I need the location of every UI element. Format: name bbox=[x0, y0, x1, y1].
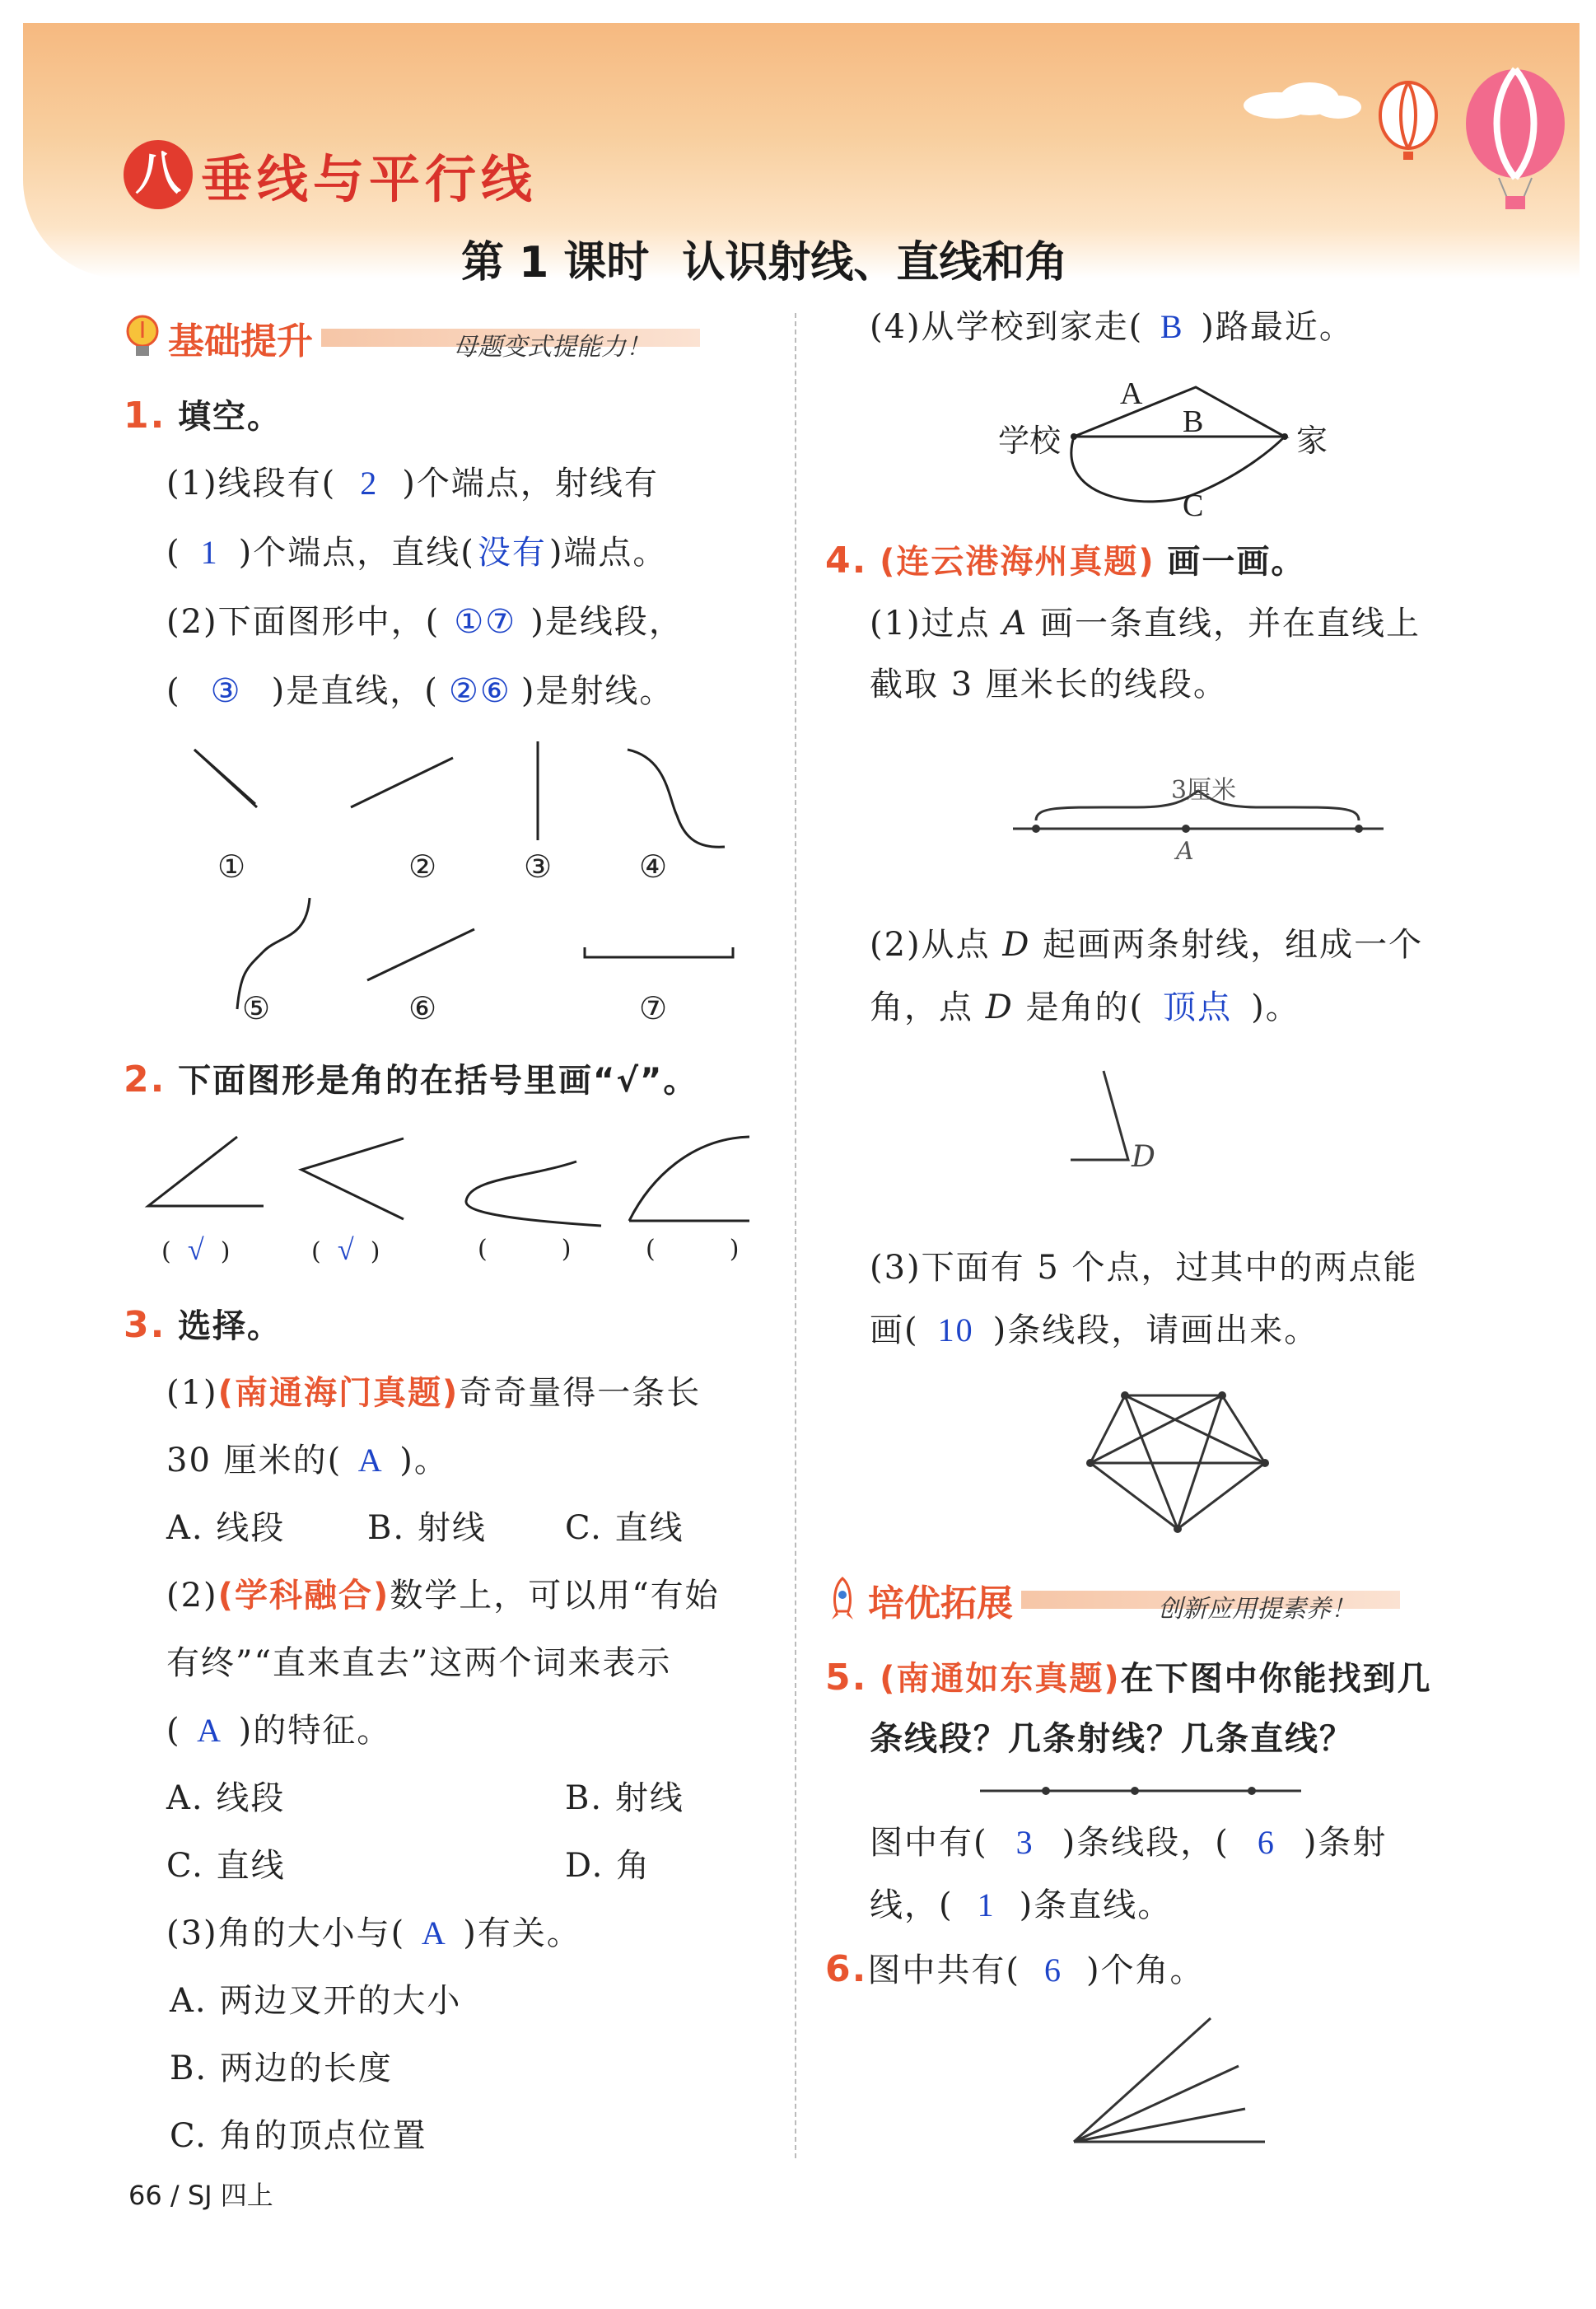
text: (1)线段有( bbox=[166, 465, 337, 502]
source-tag: (南通如东真题) bbox=[880, 1660, 1121, 1698]
q5-answer-line1 bbox=[870, 1821, 1387, 1865]
q3-p3-line1 bbox=[166, 1911, 581, 1956]
q5-figure-line bbox=[980, 1779, 1309, 1804]
q2-heading bbox=[124, 1058, 698, 1103]
figure-label: ⑥ bbox=[408, 990, 437, 1026]
text: ( bbox=[166, 672, 181, 710]
answer: 3 bbox=[1015, 1824, 1034, 1861]
text: )的特征。 bbox=[238, 1712, 392, 1750]
route-label-b: B bbox=[1183, 404, 1204, 439]
text: )是线段， bbox=[530, 603, 684, 641]
route-label-a: A bbox=[1120, 376, 1143, 411]
lesson-number: 第 1 课时 bbox=[461, 238, 650, 287]
q5-title: 在下图中你能找到几 bbox=[1120, 1660, 1432, 1698]
unit-title: 垂线与平行线 bbox=[201, 149, 538, 209]
text: ( bbox=[166, 534, 181, 572]
q3-p1-option-b: B. 射线 bbox=[367, 1509, 487, 1547]
answer: A bbox=[197, 1712, 223, 1749]
text: 图中有( bbox=[870, 1824, 988, 1862]
column-divider bbox=[795, 313, 796, 2158]
text: )路最近。 bbox=[1201, 308, 1354, 346]
route-label-home: 家 bbox=[1296, 423, 1328, 459]
text: 起画两条射线，组成一个 bbox=[1030, 926, 1424, 964]
route-label-c: C bbox=[1183, 488, 1204, 523]
text: 线，( bbox=[870, 1886, 954, 1924]
text: )是直线，( bbox=[271, 672, 439, 710]
text: 奇奇量得一条长 bbox=[459, 1374, 702, 1412]
text: 画( bbox=[870, 1311, 919, 1349]
q3-p4-line1 bbox=[870, 305, 1354, 349]
q4-p3-line1: (3)下面有 5 个点，过其中的两点能 bbox=[870, 1249, 1418, 1287]
text: )。 bbox=[399, 1442, 449, 1479]
answer: ②⑥ bbox=[448, 672, 511, 709]
q3-p2-line3 bbox=[166, 1708, 391, 1753]
q3-p3-option-c: C. 角的顶点位置 bbox=[170, 2117, 427, 2155]
text: )条射 bbox=[1303, 1824, 1388, 1862]
text: 30 厘米的( bbox=[166, 1442, 343, 1479]
lightbulb-icon bbox=[124, 313, 161, 362]
figure-label: ⑦ bbox=[639, 990, 668, 1026]
figure-curve-3 bbox=[466, 1162, 601, 1226]
footer-separator: / bbox=[170, 2180, 180, 2211]
section-advanced-header bbox=[824, 1573, 1466, 1631]
q1-number: 1. bbox=[124, 395, 166, 437]
figure-angle-1 bbox=[148, 1137, 264, 1206]
text: )条线段，请画出来。 bbox=[992, 1311, 1319, 1349]
section-advanced-label: 培优拓展 bbox=[868, 1582, 1013, 1624]
q5-answer-line2 bbox=[870, 1883, 1172, 1928]
text: (2) bbox=[166, 1577, 218, 1615]
figure-label: ④ bbox=[639, 848, 668, 885]
answer: √ bbox=[187, 1233, 204, 1266]
source-tag: (连云港海州真题) bbox=[880, 543, 1155, 581]
q4-heading bbox=[825, 539, 1305, 584]
q5-heading-line2: 条线段？几条射线？几条直线？ bbox=[870, 1720, 1354, 1758]
section-basic-label: 基础提升 bbox=[168, 320, 313, 362]
section-basic-slogan: 母题变式提能力！ bbox=[453, 333, 651, 362]
answer: ①⑦ bbox=[454, 603, 517, 640]
q1-p2-line1 bbox=[166, 600, 684, 644]
point-label: D bbox=[985, 989, 1014, 1026]
answer: 1 bbox=[977, 1886, 996, 1923]
text: (4)从学校到家走( bbox=[870, 308, 1144, 346]
q3-heading bbox=[124, 1303, 282, 1348]
lesson-title bbox=[461, 227, 1067, 289]
text: (3)角的大小与( bbox=[166, 1914, 406, 1952]
q1-title: 填空。 bbox=[178, 398, 282, 436]
q1-p1-line1 bbox=[166, 461, 659, 506]
q3-p1-line1 bbox=[166, 1371, 701, 1415]
q6-figure-angles bbox=[1062, 2002, 1276, 2150]
q3-p2-line2: 有终”“直来直去”这两个词来表示 bbox=[166, 1644, 672, 1682]
text: )条直线。 bbox=[1019, 1886, 1173, 1924]
answer: 没有 bbox=[477, 534, 547, 571]
answer: 6 bbox=[1043, 1951, 1062, 1989]
text: )是射线。 bbox=[520, 672, 674, 710]
text: 数学上，可以用“有始 bbox=[390, 1577, 720, 1615]
q1-p2-line2 bbox=[166, 669, 674, 713]
text: )个端点，射线有 bbox=[402, 465, 659, 502]
text: (1) bbox=[166, 1374, 218, 1412]
rocket-icon bbox=[824, 1575, 861, 1624]
q4-number: 4. bbox=[825, 540, 868, 582]
q1-figure-labels bbox=[165, 725, 758, 1038]
q3-p2-option-b: B. 射线 bbox=[565, 1779, 684, 1817]
text: (2)从点 bbox=[870, 926, 1003, 964]
answer: 1 bbox=[200, 534, 219, 571]
q2-number: 2. bbox=[124, 1059, 166, 1101]
q3-p3-option-b: B. 两边的长度 bbox=[170, 2050, 393, 2087]
cloud-icon bbox=[1235, 74, 1367, 124]
q4-p1-line2: 截取 3 厘米长的线段。 bbox=[870, 666, 1228, 703]
q2-figures bbox=[140, 1129, 766, 1244]
section-advanced-slogan: 创新应用提素养！ bbox=[1158, 1595, 1356, 1624]
figure-label: ② bbox=[408, 848, 437, 885]
answer: B bbox=[1160, 308, 1184, 345]
text: ( bbox=[166, 1712, 181, 1750]
fig2-point-label: D bbox=[1132, 1140, 1155, 1174]
q3-p2-option-a: A. 线段 bbox=[166, 1779, 286, 1817]
text: 角，点 bbox=[870, 989, 986, 1026]
figure-label: ③ bbox=[524, 848, 553, 885]
text: (2)下面图形中，( bbox=[166, 603, 441, 641]
text: 图中共有( bbox=[867, 1951, 1020, 1989]
text: )有关。 bbox=[463, 1914, 581, 1952]
text: )条线段，( bbox=[1062, 1824, 1230, 1862]
fig1-length-label: 3厘米 bbox=[1171, 776, 1237, 805]
answer: √ bbox=[337, 1233, 354, 1266]
q4-p3-line2 bbox=[870, 1308, 1318, 1353]
answer: 10 bbox=[937, 1311, 974, 1348]
q1-heading bbox=[124, 394, 282, 439]
q1-p1-line2 bbox=[166, 531, 667, 575]
answer: 顶点 bbox=[1163, 989, 1233, 1026]
q3-p1-line2 bbox=[166, 1438, 449, 1483]
q4-title: 画一画。 bbox=[1167, 543, 1306, 581]
book-code: SJ 四上 bbox=[187, 2180, 273, 2211]
text: (1)过点 bbox=[870, 605, 1003, 643]
unit-badge: 八 bbox=[124, 140, 193, 209]
section-basic-header bbox=[124, 311, 766, 369]
q4-p2-line2 bbox=[870, 985, 1300, 1030]
q6-line bbox=[825, 1947, 1205, 1993]
q6-number: 6. bbox=[825, 1948, 868, 1990]
text: 是角的( bbox=[1013, 989, 1145, 1026]
answer: 2 bbox=[360, 465, 379, 502]
q5-heading-line1 bbox=[825, 1656, 1432, 1701]
q3-p3-option-a: A. 两边叉开的大小 bbox=[170, 1982, 462, 2020]
answer: A bbox=[357, 1442, 384, 1479]
q3-p2-option-c: C. 直线 bbox=[166, 1847, 286, 1885]
source-tag: (南通海门真题) bbox=[217, 1374, 460, 1412]
figure-curve-4 bbox=[629, 1137, 749, 1221]
text: 画一条直线，并在直线上 bbox=[1028, 605, 1421, 643]
q2-marks-3: ( ) bbox=[478, 1235, 572, 1264]
hot-air-balloon-icon bbox=[1367, 66, 1581, 231]
source-tag: (学科融合) bbox=[217, 1577, 390, 1615]
answer: A bbox=[421, 1914, 447, 1951]
q2-marks-1: ( √ ) bbox=[161, 1227, 230, 1274]
figure-angle-2 bbox=[301, 1138, 404, 1219]
q3-p2-option-d: D. 角 bbox=[565, 1847, 651, 1885]
q2-marks-2: ( √ ) bbox=[311, 1227, 380, 1274]
q3-p2-line1 bbox=[166, 1573, 720, 1618]
q5-number: 5. bbox=[825, 1657, 868, 1699]
answer: ③ bbox=[210, 672, 242, 709]
text: )个端点，直线( bbox=[238, 534, 475, 572]
route-label-school: 学校 bbox=[998, 423, 1062, 459]
q3-title: 选择。 bbox=[178, 1307, 282, 1345]
q4-fig3-pentagon bbox=[1079, 1384, 1276, 1540]
fig1-point-label: A bbox=[1176, 837, 1194, 866]
text: )个角。 bbox=[1085, 1951, 1205, 1989]
page-footer bbox=[128, 2175, 273, 2213]
text: )端点。 bbox=[548, 534, 668, 572]
figure-label: ① bbox=[217, 848, 246, 885]
point-label: A bbox=[1002, 605, 1029, 643]
q3-number: 3. bbox=[124, 1304, 166, 1346]
lesson-name: 认识射线、直线和角 bbox=[682, 238, 1068, 287]
text: )。 bbox=[1251, 989, 1300, 1026]
q3-p1-option-c: C. 直线 bbox=[565, 1509, 684, 1547]
q2-title: 下面图形是角的在括号里画“√”。 bbox=[178, 1062, 698, 1100]
q4-p2-line1 bbox=[870, 923, 1423, 967]
page-number: 66 bbox=[128, 2180, 162, 2211]
q3-p1-option-a: A. 线段 bbox=[166, 1509, 286, 1547]
answer: 6 bbox=[1257, 1824, 1276, 1861]
q2-marks-4: ( ) bbox=[646, 1235, 740, 1264]
q4-p1-line1 bbox=[870, 601, 1421, 646]
point-label: D bbox=[1002, 926, 1031, 964]
figure-label: ⑤ bbox=[242, 990, 271, 1026]
